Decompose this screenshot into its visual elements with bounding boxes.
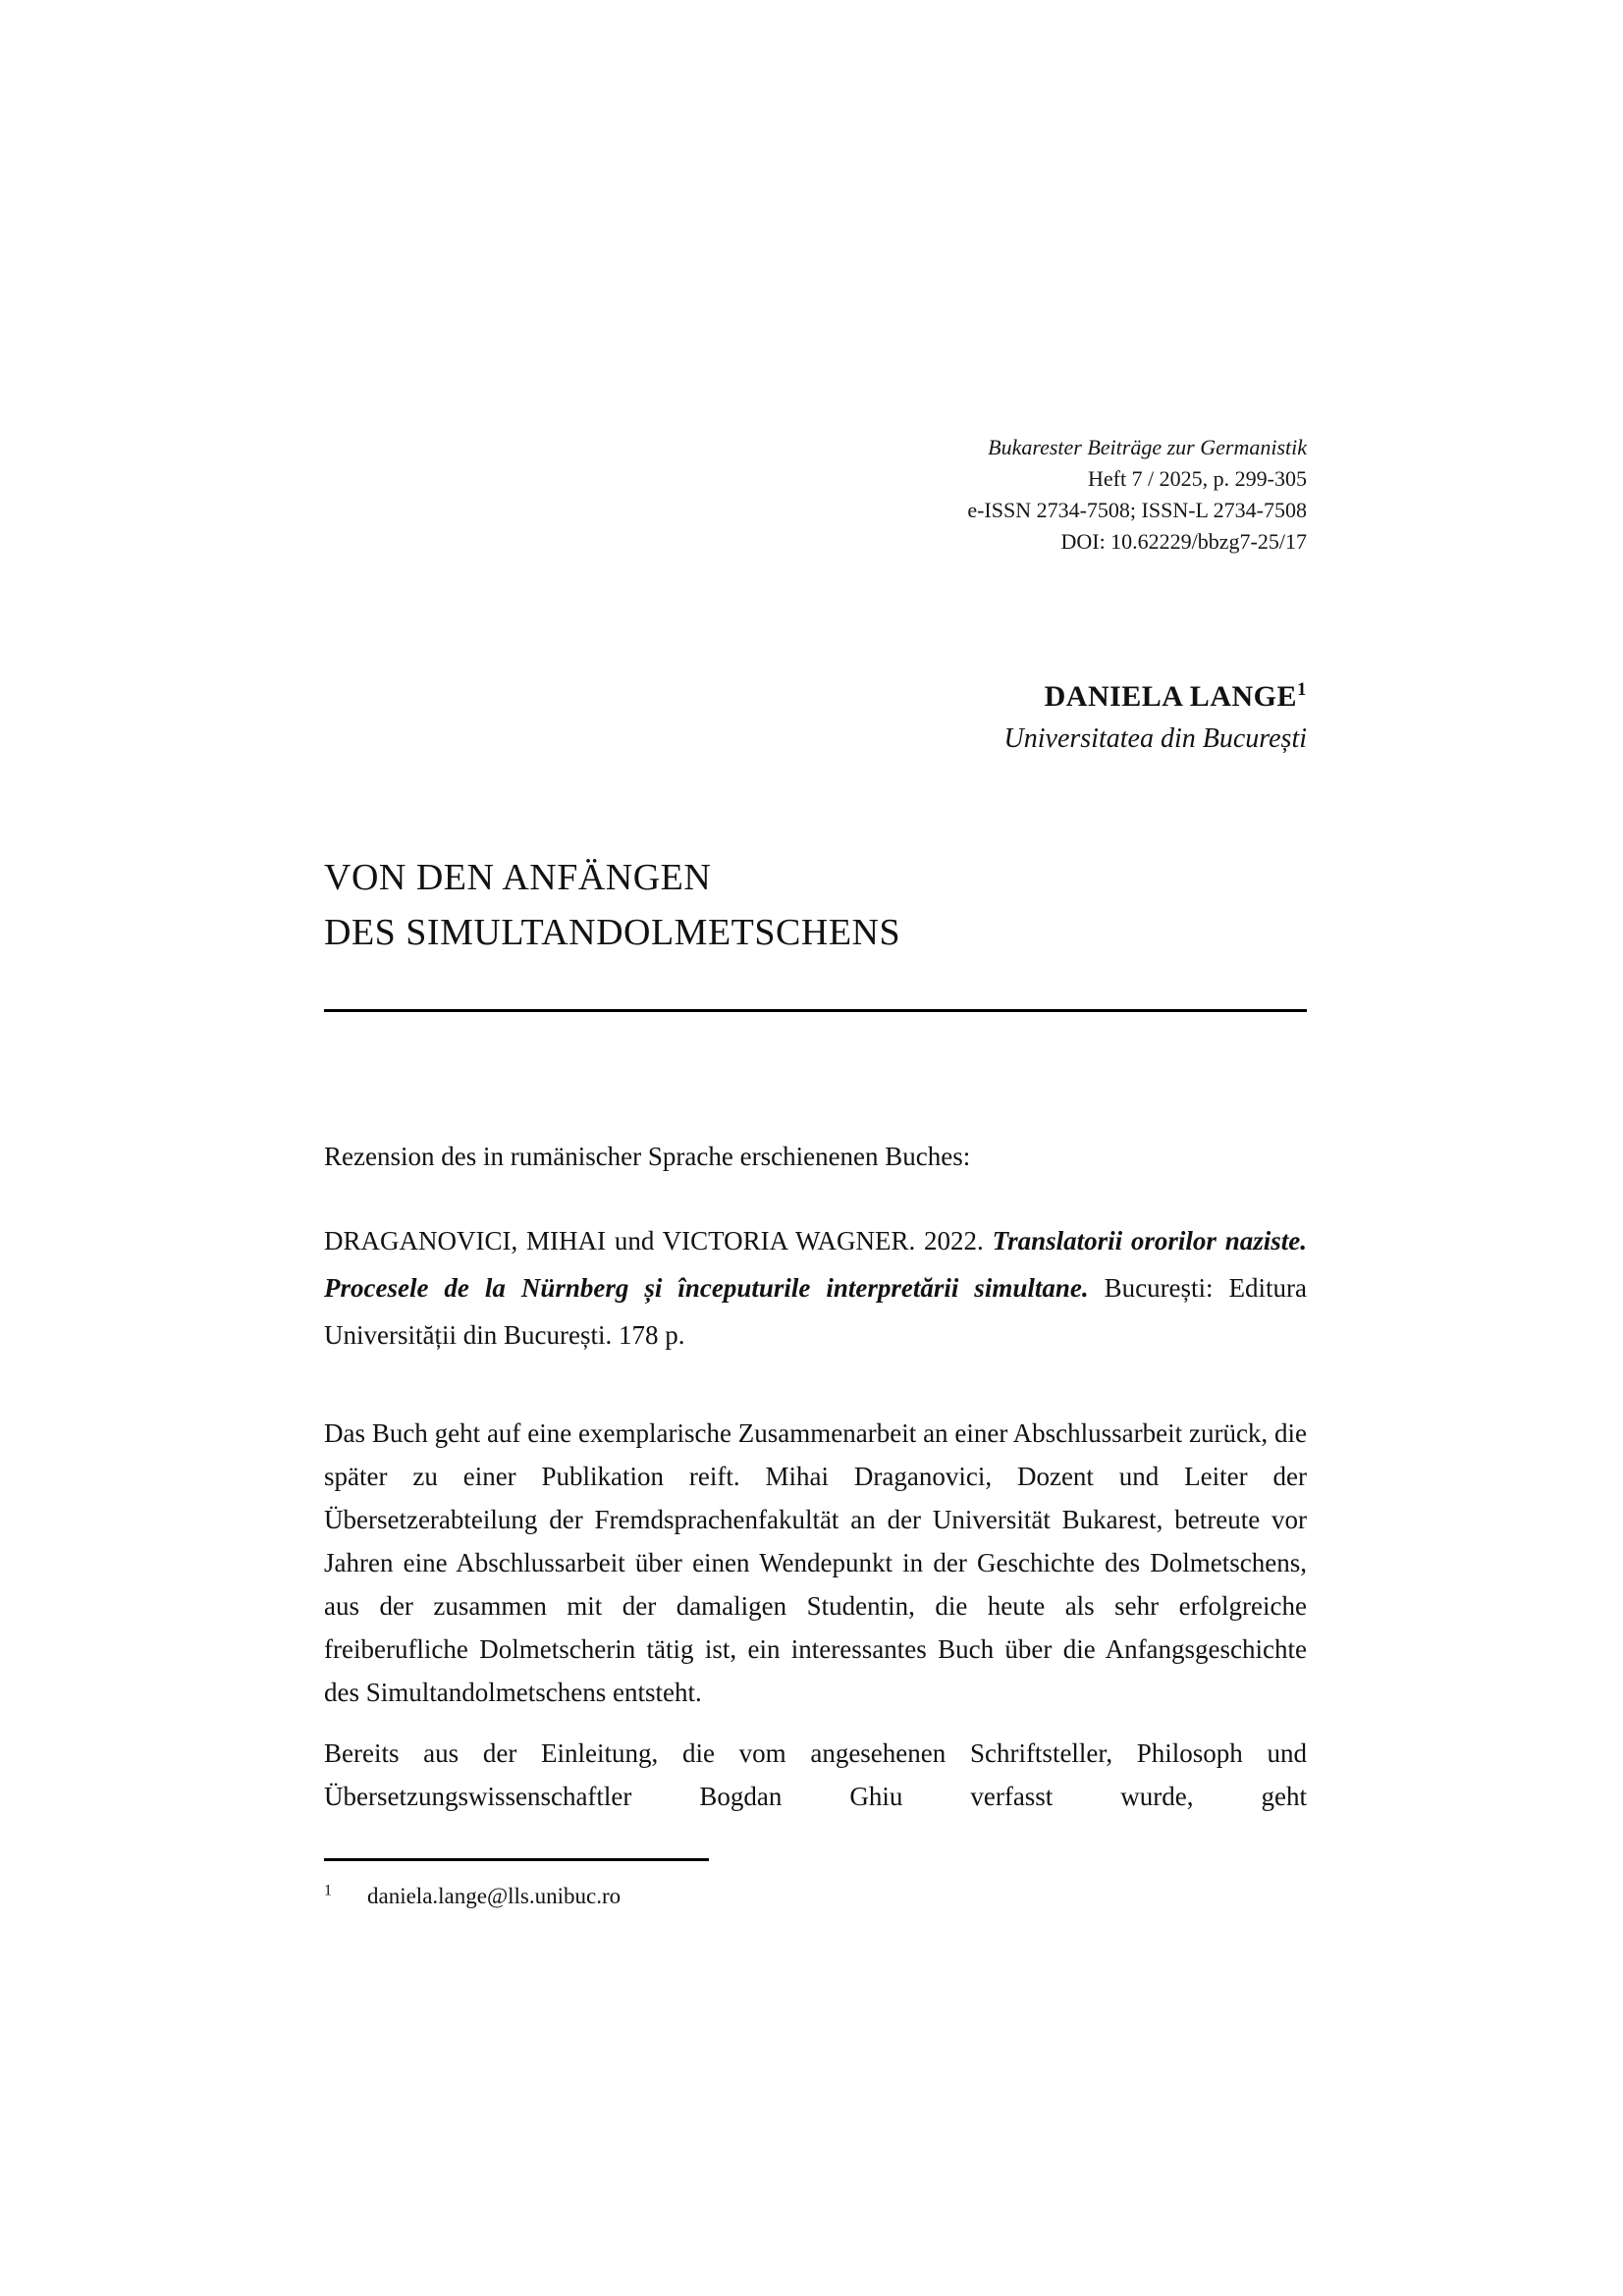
footnote-rule bbox=[324, 1858, 709, 1861]
citation-publisher: București: Editura Universității din București. 178 p. bbox=[324, 1273, 1308, 1350]
book-citation bbox=[324, 1217, 1307, 1359]
review-intro: Rezension des in rumänischer Sprache erschienenen Buches: bbox=[324, 1142, 971, 1171]
body-paragraph-1: Das Buch geht auf eine exemplarische Zusammenarbeit an einer Abschlussarbeit zurück, die später zu einer Publikation reift. Mihai Draganovici, Dozent und Leiter der Übersetzerabteilung der Fremdsprachenfakultät an der Universität Bukarest, betreute vor Jahren eine Abschlussarbeit über einen Wendepunkt in der Geschichte des Dolmetschens, aus der zusammen mit der damaligen Studentin, die heute als sehr erfolgreiche freiberufliche Dolmetscherin tätig ist, ein interessantes Buch über die Anfangsgeschichte des Simultandolmetschens entsteht. bbox=[324, 1418, 1307, 1707]
issue-line: Heft 7 / 2025, p. 299-305 bbox=[1087, 466, 1307, 491]
title-rule bbox=[324, 1009, 1307, 1012]
author-affiliation: Universitatea din București bbox=[1003, 723, 1307, 754]
journal-title: Bukarester Beiträge zur Germanistik bbox=[988, 435, 1307, 459]
doi-line: DOI: 10.62229/bbzg7-25/17 bbox=[1060, 529, 1307, 554]
journal-header bbox=[324, 432, 1307, 558]
article-title bbox=[324, 850, 1307, 960]
article-title-line-1: VON DEN ANFÄNGEN bbox=[324, 857, 712, 898]
article-title-line-2: DES SIMULTANDOLMETSCHENS bbox=[324, 912, 901, 953]
citation-book-title: Translatorii ororilor naziste. Procesele de la Nürnberg și începuturile interpretării simultane. bbox=[324, 1226, 1308, 1303]
footnote-text: daniela.lange@lls.unibuc.ro bbox=[367, 1884, 622, 1908]
issn-line: e-ISSN 2734-7508; ISSN-L 2734-7508 bbox=[967, 498, 1307, 522]
citation-authors: DRAGANOVICI, MIHAI und VICTORIA WAGNER. 2022. bbox=[324, 1226, 984, 1255]
author-footnote-marker: 1 bbox=[1297, 679, 1307, 700]
footnote bbox=[324, 1881, 1307, 1912]
article-body bbox=[324, 1412, 1307, 1836]
body-paragraph-2: Bereits aus der Einleitung, die vom angesehenen Schriftsteller, Philosoph und Übersetzungswissenschaftler Bogdan Ghiu verfasst wurde, geht bbox=[324, 1738, 1307, 1811]
footnote-marker: 1 bbox=[324, 1882, 332, 1899]
author-name bbox=[324, 675, 1307, 719]
author-block bbox=[324, 675, 1307, 760]
author-name-text: DANIELA LANGE bbox=[1044, 680, 1297, 713]
